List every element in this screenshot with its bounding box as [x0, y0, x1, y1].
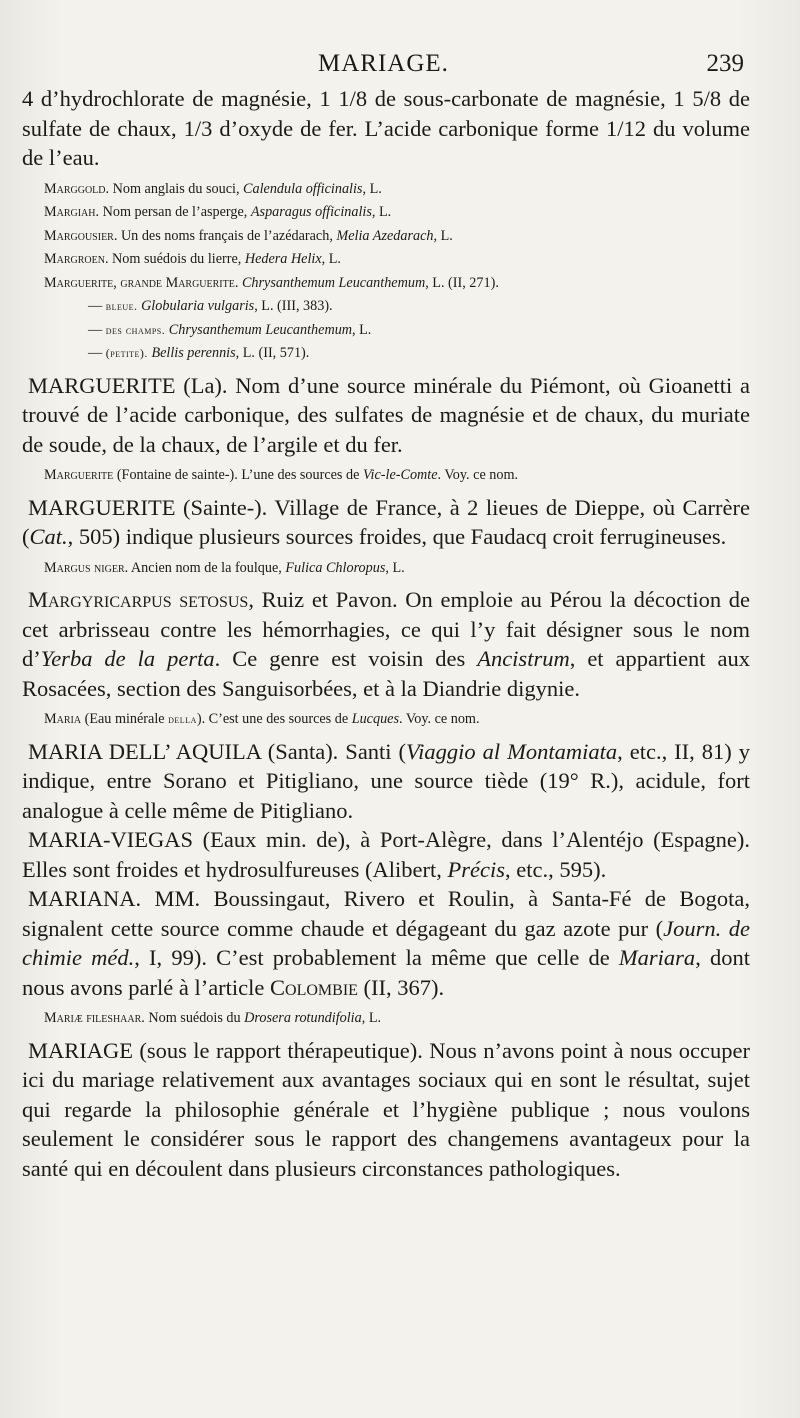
entry-mariae-fileshaar: Mariæ fileshaar. Nom suédois du Drosera rotundifolia, L.	[44, 1010, 382, 1026]
entry-maria-eau: Maria (Eau minérale della). C’est une des sources de Lucques. Voy. ce nom.	[44, 711, 480, 727]
running-title: MARIAGE.	[318, 50, 449, 77]
page-body	[22, 84, 750, 1183]
entry-marggold: Marggold. Nom anglais du souci, Calendula officinalis, L.	[44, 180, 382, 197]
paragraph-continuation: 4 d’hydrochlorate de magnésie, 1 1/8 de sous-carbonate de magnésie, 1 5/8 de sulfate de chaux, 1/3 d’oxyde de fer. L’acide carbonique forme 1/12 du volume de l’eau.	[22, 86, 750, 170]
entry-fontaine-sainte: Marguerite (Fontaine de sainte-). L’une des sources de Vic-le-Comte. Voy. ce nom.	[44, 467, 519, 483]
entry-marguerite-petite: — (petite). Bellis perennis, L. (II, 571).	[88, 345, 310, 361]
entry-margiah: Margiah. Nom persan de l’asperge, Asparagus officinalis, L.	[44, 204, 392, 220]
entry-marguerite-bleue: — bleue. Globularia vulgaris, L. (III, 383).	[88, 298, 333, 314]
entry-margroen: Margroen. Nom suédois du lierre, Hedera Helix, L.	[44, 251, 341, 267]
entry-maria-viegas: MARIA-VIEGAS (Eaux min. de), à Port-Alègre, dans l’Alentéjo (Espagne). Elles sont froides et hydrosulfureuses (Alibert, Précis, etc., 595).	[22, 827, 750, 882]
entry-marguerite-champs: — des champs. Chrysanthemum Leucanthemum, L.	[88, 321, 372, 338]
entry-margus-niger: Margus niger. Ancien nom de la foulque, Fulica Chloropus, L.	[44, 559, 405, 576]
entry-mariage: MARIAGE (sous le rapport thérapeutique). Nous n’avons point à nous occuper ici du mariage relativement aux avantages sociaux qui en sont le résultat, sujet qui regarde la philosophie générale et l’hygiène publique ; nous voulons seulement le considérer sous le rapport des changemens avantageux pour la santé qui en découlent dans plusieurs circonstances pathologiques.	[22, 1037, 750, 1181]
entry-marguerite-la: MARGUERITE (La). Nom d’une source minérale du Piémont, où Gioanetti a trouvé de l’acide carbonique, des sulfates de magnésie et de chaux, du muriate de soude, de la chaux, de l’argile et du fer.	[22, 372, 751, 457]
entry-maria-dell-aquila: MARIA DELL’ AQUILA (Santa). Santi (Viaggio al Montamiata, etc., II, 81) y indique, entre Sorano et Pitigliano, une source tiède (19° R.), acidule, fort analogue à celle même de Pitigliano.	[22, 738, 751, 823]
entry-marguerite-sainte: MARGUERITE (Sainte-). Village de France, à 2 lieues de Dieppe, où Carrère (Cat., 505) indique plusieurs sources froides, que Faudacq croit ferrugineuses.	[22, 494, 751, 549]
entry-margyricarpus: Margyricarpus setosus, Ruiz et Pavon. On emploie au Pérou la décoction de cet arbrisseau contre les hémorrhagies, ce qui l’y fait désigner sous le nom d’Yerba de la perta. Ce genre est voisin des Ancistrum, et appartient aux Rosacées, section des Sanguisorbées, et à la Diandrie digynie.	[22, 587, 751, 701]
page-number: 239	[706, 50, 744, 77]
entry-mariana: MARIANA. MM. Boussingaut, Rivero et Roulin, à Santa-Fé de Bogota, signalent cette source comme chaude et dégageant du gaz azote pur (Journ. de chimie méd., I, 99). C’est probablement la même que celle de Mariara, dont nous avons parlé à l’article Colombie (II, 367).	[22, 886, 750, 1000]
entry-margousier: Margousier. Un des noms français de l’azédarach, Melia Azedarach, L.	[44, 227, 453, 244]
running-head	[0, 50, 800, 84]
entry-marguerite-grande: Marguerite, grande Marguerite. Chrysanthemum Leucanthemum, L. (II, 271).	[44, 274, 499, 291]
